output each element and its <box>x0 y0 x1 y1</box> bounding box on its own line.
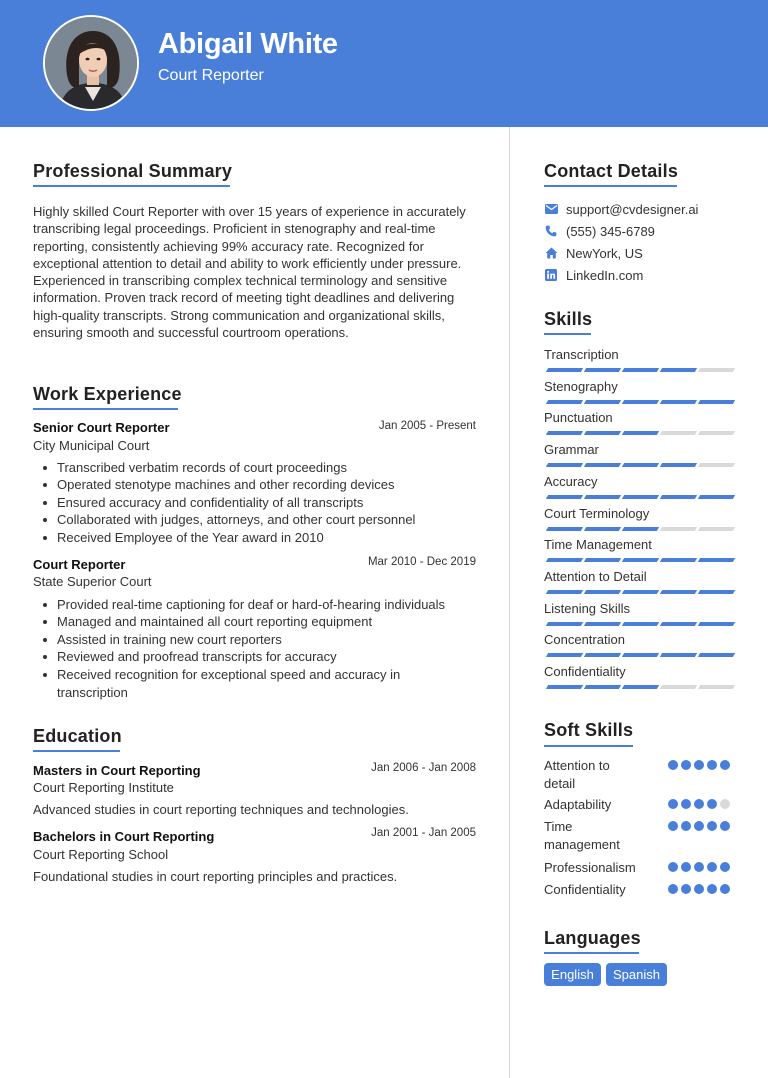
summary-line: information. Proven track record of meeting tight deadlines and delivering <box>33 290 455 306</box>
skill-segment-filled <box>622 653 659 657</box>
skill-segment-filled <box>622 622 659 626</box>
soft-skill-rating <box>668 799 738 809</box>
skill-name: Accuracy <box>544 473 598 489</box>
rating-dot-filled <box>668 760 678 770</box>
skill-segment-filled <box>698 622 735 626</box>
skill-segment-empty <box>698 431 735 435</box>
soft-skills-heading: Soft Skills <box>544 720 634 740</box>
degree-dates: Jan 2001 - Jan 2005 <box>371 827 476 839</box>
skill-segment-filled <box>660 558 697 562</box>
skill-name: Court Terminology <box>544 505 650 521</box>
rating-dot-filled <box>707 884 717 894</box>
job-bullets <box>33 459 493 546</box>
job-bullet: Reviewed and proofread transcripts for accuracy <box>33 648 493 665</box>
job-organization: State Superior Court <box>33 574 152 589</box>
skill-segment-empty <box>660 431 697 435</box>
skills-heading-underline <box>544 333 591 335</box>
summary-line: ensuring smooth and successful courtroom operations. <box>33 325 349 341</box>
rating-dot-filled <box>681 862 691 872</box>
skill-level-bar <box>545 685 735 689</box>
email-icon <box>544 202 558 216</box>
soft-skill-rating <box>668 760 738 770</box>
skill-segment-filled <box>546 400 583 404</box>
skill-segment-filled <box>698 558 735 562</box>
skill-level-bar <box>545 463 735 467</box>
skill-level-bar <box>545 590 735 594</box>
phone-icon <box>544 224 558 238</box>
degree-title: Bachelors in Court Reporting <box>33 829 215 844</box>
soft-skill-name <box>544 859 644 877</box>
education-heading-underline <box>33 750 120 752</box>
skill-segment-filled <box>622 495 659 499</box>
skill-segment-filled <box>622 368 659 372</box>
contact-email[interactable] <box>544 200 698 218</box>
contact-heading-underline <box>544 185 677 187</box>
job-title: Senior Court Reporter <box>33 420 170 435</box>
rating-dot-filled <box>694 884 704 894</box>
skill-segment-filled <box>622 527 659 531</box>
soft-skill-rating <box>668 884 738 894</box>
skill-segment-empty <box>698 685 735 689</box>
skill-segment-filled <box>622 400 659 404</box>
skill-segment-filled <box>584 590 621 594</box>
skill-segment-filled <box>546 368 583 372</box>
rating-dot-filled <box>681 799 691 809</box>
contact-location <box>544 244 643 262</box>
skill-segment-empty <box>698 527 735 531</box>
summary-line: Experienced in transcribing complex technical terminology and sensitive <box>33 273 448 289</box>
rating-dot-filled <box>707 760 717 770</box>
linkedin-icon <box>544 268 558 282</box>
degree-title: Masters in Court Reporting <box>33 763 201 778</box>
linkedin-text: LinkedIn.com <box>566 267 644 283</box>
portrait-image <box>45 17 139 111</box>
rating-dot-filled <box>707 862 717 872</box>
rating-dot-filled <box>668 821 678 831</box>
soft-skill-rating <box>668 862 738 872</box>
candidate-role: Court Reporter <box>158 67 264 84</box>
soft-skill-name-line: Attention to <box>544 758 610 773</box>
skill-name: Listening Skills <box>544 600 630 616</box>
summary-line: exceptional attention to detail and ability to work efficiently under pressure. <box>33 255 462 271</box>
skill-segment-filled <box>584 685 621 689</box>
soft-skill-name-line: Confidentiality <box>544 882 626 897</box>
skill-segment-empty <box>660 527 697 531</box>
soft-skill-name <box>544 818 644 853</box>
skill-name: Grammar <box>544 442 599 458</box>
summary-line: high-quality transcripts. Strong communication and organizational skills, <box>33 307 445 323</box>
soft-skill-name <box>544 796 644 814</box>
soft-skill-name <box>544 757 644 792</box>
summary-heading: Professional Summary <box>33 161 233 181</box>
skill-level-bar <box>545 495 735 499</box>
job-bullet: Managed and maintained all court reporting equipment <box>33 613 493 630</box>
candidate-name: Abigail White <box>158 28 338 60</box>
skill-segment-filled <box>584 622 621 626</box>
rating-dot-filled <box>694 760 704 770</box>
phone-text: (555) 345-6789 <box>566 223 655 239</box>
language-badge: English <box>544 963 601 986</box>
experience-heading: Work Experience <box>33 384 182 404</box>
degree-dates: Jan 2006 - Jan 2008 <box>371 762 476 774</box>
rating-dot-filled <box>720 862 730 872</box>
skill-segment-filled <box>622 685 659 689</box>
header-banner <box>0 0 768 127</box>
education-heading: Education <box>33 726 122 746</box>
skill-segment-filled <box>660 495 697 499</box>
degree-description: Advanced studies in court reporting techniques and technologies. <box>33 802 409 817</box>
summary-line: transcribing legal proceedings. Proficient in stenography and real-time <box>33 221 436 237</box>
skill-level-bar <box>545 622 735 626</box>
skill-segment-filled <box>546 495 583 499</box>
summary-line: reporting, consistently achieving 99% accuracy rate. Recognized for <box>33 238 424 254</box>
experience-heading-underline <box>33 408 178 410</box>
skill-segment-filled <box>584 653 621 657</box>
job-dates: Mar 2010 - Dec 2019 <box>367 556 476 568</box>
job-bullet: Transcribed verbatim records of court proceedings <box>33 459 493 476</box>
skill-segment-empty <box>698 463 735 467</box>
skill-level-bar <box>545 400 735 404</box>
skill-segment-filled <box>546 622 583 626</box>
soft-skill-name-line: Time <box>544 819 573 834</box>
skill-segment-filled <box>660 463 697 467</box>
skill-segment-filled <box>622 431 659 435</box>
skill-level-bar <box>545 431 735 435</box>
job-bullet: Operated stenotype machines and other recording devices <box>33 476 493 493</box>
rating-dot-filled <box>668 799 678 809</box>
summary-line: Highly skilled Court Reporter with over 15 years of experience in accurately <box>33 204 466 219</box>
skill-segment-filled <box>546 653 583 657</box>
skill-segment-filled <box>698 590 735 594</box>
skill-segment-filled <box>584 527 621 531</box>
rating-dot-filled <box>668 884 678 894</box>
skill-segment-filled <box>546 527 583 531</box>
soft-skill-name <box>544 881 644 899</box>
languages-heading: Languages <box>544 928 641 948</box>
skill-segment-filled <box>622 558 659 562</box>
skill-segment-filled <box>660 368 697 372</box>
job-bullets <box>33 596 493 683</box>
rating-dot-filled <box>707 799 717 809</box>
profile-photo <box>43 15 139 111</box>
contact-heading: Contact Details <box>544 161 679 181</box>
skill-segment-filled <box>546 463 583 467</box>
skill-level-bar <box>545 368 735 372</box>
job-bullet: Assisted in training new court reporters <box>33 631 493 648</box>
job-dates: Jan 2005 - Present <box>378 420 476 432</box>
job-bullet: Received Employee of the Year award in 2010 <box>33 529 493 546</box>
job-bullet: Ensured accuracy and confidentiality of all transcripts <box>33 494 493 511</box>
summary-heading-underline <box>33 185 230 187</box>
skill-level-bar <box>545 558 735 562</box>
soft-skill-name-line: Adaptability <box>544 797 612 812</box>
home-icon <box>544 246 558 260</box>
skill-segment-filled <box>660 590 697 594</box>
soft-skill-name-line: detail <box>544 775 576 791</box>
rating-dot-filled <box>707 821 717 831</box>
skill-level-bar <box>545 653 735 657</box>
soft-skill-rating <box>668 821 738 831</box>
rating-dot-filled <box>720 884 730 894</box>
skill-segment-filled <box>622 590 659 594</box>
skill-segment-filled <box>546 558 583 562</box>
language-badge: Spanish <box>606 963 667 986</box>
job-organization: City Municipal Court <box>33 438 150 453</box>
skills-heading: Skills <box>544 309 593 329</box>
job-bullet-continuation: transcription <box>57 685 128 700</box>
skill-segment-empty <box>660 685 697 689</box>
skill-segment-filled <box>546 431 583 435</box>
summary-text <box>33 203 483 341</box>
skill-segment-filled <box>584 400 621 404</box>
location-text: NewYork, US <box>566 245 643 261</box>
skill-segment-filled <box>584 368 621 372</box>
rating-dot-filled <box>681 760 691 770</box>
rating-dot-filled <box>681 821 691 831</box>
school-name: Court Reporting School <box>33 847 169 862</box>
skill-name: Transcription <box>544 347 619 362</box>
skill-level-bar <box>545 527 735 531</box>
skill-segment-filled <box>622 463 659 467</box>
job-bullet: Collaborated with judges, attorneys, and other court personnel <box>33 511 493 528</box>
skill-segment-filled <box>660 653 697 657</box>
skill-name: Confidentiality <box>544 664 626 679</box>
skill-name: Stenography <box>544 378 618 394</box>
rating-dot-filled <box>720 760 730 770</box>
skill-name: Punctuation <box>544 410 613 426</box>
job-title: Court Reporter <box>33 557 126 572</box>
soft-skill-name-line: management <box>544 836 620 852</box>
degree-description: Foundational studies in court reporting principles and practices. <box>33 869 398 884</box>
skill-segment-filled <box>698 653 735 657</box>
skill-name: Attention to Detail <box>544 568 647 584</box>
job-bullet: Provided real-time captioning for deaf or hard-of-hearing individuals <box>33 596 493 613</box>
languages-heading-underline <box>544 952 639 954</box>
skill-segment-filled <box>546 685 583 689</box>
skill-name: Concentration <box>544 632 625 648</box>
skill-segment-filled <box>660 622 697 626</box>
rating-dot-filled <box>720 821 730 831</box>
school-name: Court Reporting Institute <box>33 780 174 795</box>
rating-dot-filled <box>668 862 678 872</box>
skill-segment-filled <box>584 463 621 467</box>
rating-dot-filled <box>694 799 704 809</box>
column-divider <box>509 127 510 1078</box>
contact-phone[interactable] <box>544 222 655 240</box>
skill-segment-filled <box>584 495 621 499</box>
skill-segment-filled <box>546 590 583 594</box>
skill-segment-empty <box>698 368 735 372</box>
rating-dot-filled <box>694 821 704 831</box>
skill-segment-filled <box>584 431 621 435</box>
skill-segment-filled <box>660 400 697 404</box>
skill-segment-filled <box>584 558 621 562</box>
rating-dot-filled <box>694 862 704 872</box>
skill-name: Time Management <box>544 537 652 553</box>
contact-linkedin[interactable] <box>544 266 643 284</box>
soft-skills-heading-underline <box>544 745 633 747</box>
job-bullet: Received recognition for exceptional speed and accuracy in <box>33 666 493 683</box>
rating-dot-filled <box>681 884 691 894</box>
soft-skill-name-line: Professionalism <box>544 860 636 875</box>
skill-segment-filled <box>698 400 735 404</box>
rating-dot-empty <box>720 799 730 809</box>
skill-segment-filled <box>698 495 735 499</box>
email-text: support@cvdesigner.ai <box>566 201 699 217</box>
